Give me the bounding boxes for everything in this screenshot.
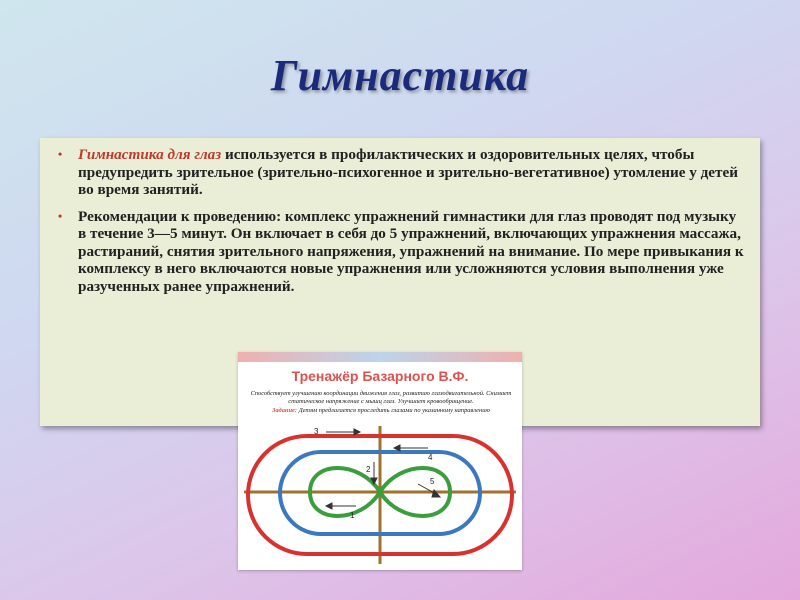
list-item-text: используется в профилактических и оздоровительных целях, чтобы предупредить зрительное (зрительно-психогенное и зрительно-вегетативное) утомление у детей во время занятий.: [78, 146, 738, 198]
arrow-2: [371, 462, 377, 484]
diagram-label-3: 3: [314, 427, 319, 436]
diagram-label-4: 4: [428, 453, 433, 462]
diagram-label-1: 1: [350, 511, 355, 520]
trainer-diagram: [238, 420, 522, 570]
trainer-description: Способствует улучшению координации движения глаз, развитию глазодвигательной. Снимает статическое напряжение с мышц глаз. Улучшает кровообращение.: [250, 390, 512, 405]
trainer-header-strip: [238, 352, 522, 362]
bullet-icon: •: [58, 208, 63, 223]
trainer-task: [246, 407, 516, 415]
content-list: [58, 146, 746, 295]
trainer-image: [238, 352, 522, 570]
diagram-label-5: 5: [430, 477, 435, 486]
arrow-1: [326, 503, 356, 509]
diagram-label-2: 2: [366, 465, 371, 474]
list-item: [58, 146, 746, 199]
slide-title: Гимнастика: [270, 51, 530, 100]
trainer-title: Тренажёр Базарного В.Ф.: [291, 368, 469, 384]
trainer-task-text: Детям предлагается проследить глазами по указанному направлению: [296, 407, 490, 414]
term-highlight: Гимнастика для глаз: [78, 146, 222, 163]
list-item: [58, 208, 746, 296]
trainer-task-label: Задание:: [272, 407, 297, 414]
bullet-icon: •: [58, 147, 63, 161]
list-item-text: Рекомендации к проведению: комплекс упражнений гимнастики для глаз проводят под музыку в течение 3—5 минут. Он включает в себя до 5 упражнений, включающих упражнения массажа, растираний, снятия зрительного напряжения, упражнений на внимание. По мере привыкания к комплексу в него включаются новые упражнения или усложняются условия выполнения уже разученных ранее упражнений.: [78, 207, 744, 295]
